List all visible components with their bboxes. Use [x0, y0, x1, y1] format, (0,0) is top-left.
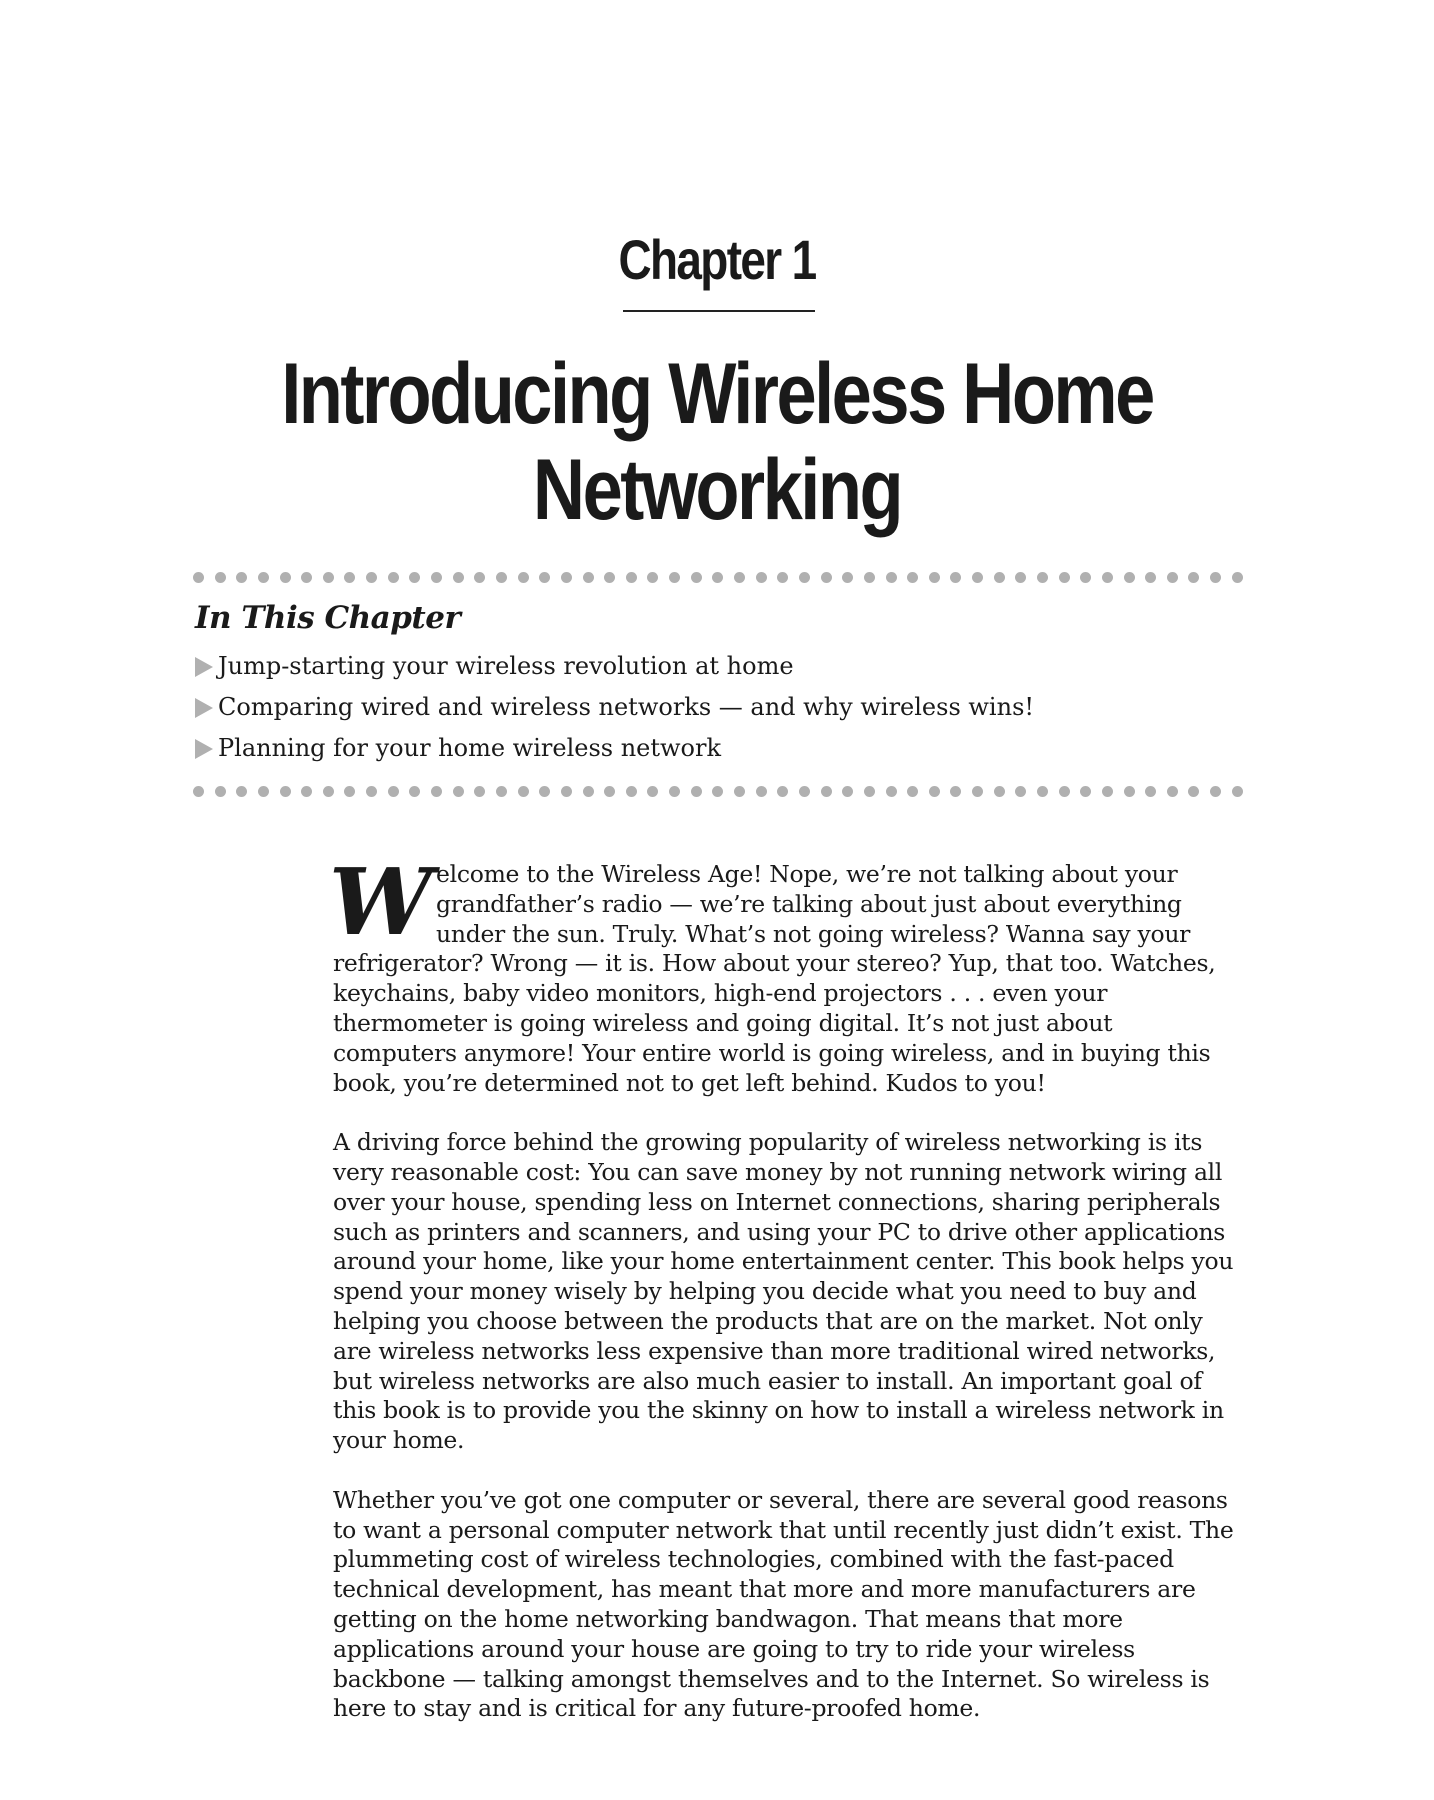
divider-dot	[1210, 572, 1221, 583]
list-item-text: Comparing wired and wireless networks — and why wireless wins!	[218, 692, 1035, 721]
divider-dot	[215, 786, 226, 797]
divider-dot	[907, 786, 918, 797]
divider-dot	[972, 572, 983, 583]
divider-dot	[1167, 786, 1178, 797]
in-this-chapter-list	[195, 645, 1034, 768]
paragraph-2: A driving force behind the growing popularity of wireless networking is its very reasonable cost: You can save money by not running network wiring all over your house, spending less on Internet connections, sharing peripherals such as printers and scanners, and using your PC to drive other applications around your home, like your home entertainment center. This book helps you spend your money wisely by helping you decide what you need to buy and helping you choose between the products that are on the market. Not only are wireless networks less expensive than more traditional wired networks, but wireless networks are also much easier to install. An important goal of this book is to provide you the skinny on how to install a wireless network in your home.	[333, 1128, 1234, 1455]
divider-dot	[604, 786, 615, 797]
divider-dot	[712, 786, 723, 797]
body-text	[329, 848, 1243, 1754]
divider-dot	[539, 786, 550, 797]
divider-dot	[258, 786, 269, 797]
divider-dot	[821, 786, 832, 797]
in-this-chapter-heading: In This Chapter	[195, 600, 461, 636]
divider-dot	[907, 572, 918, 583]
divider-dot	[1167, 572, 1178, 583]
divider-dot	[518, 786, 529, 797]
chapter-title-text: Introducing Wireless Home Networking	[281, 346, 1153, 538]
divider-dot	[409, 786, 420, 797]
divider-dot	[496, 572, 507, 583]
divider-dot	[799, 572, 810, 583]
divider-dot	[301, 572, 312, 583]
divider-dot	[1124, 572, 1135, 583]
divider-dot	[561, 572, 572, 583]
divider-dot	[691, 786, 702, 797]
list-item	[195, 686, 1034, 727]
divider-dot	[626, 572, 637, 583]
divider-dot	[496, 786, 507, 797]
divider-dot	[388, 786, 399, 797]
divider-dot	[215, 572, 226, 583]
divider-dot	[453, 572, 464, 583]
divider-dot	[1145, 786, 1156, 797]
divider-dot	[777, 786, 788, 797]
list-item	[195, 645, 1034, 686]
divider-dot	[886, 572, 897, 583]
divider-dot	[409, 572, 420, 583]
divider-dot	[193, 786, 204, 797]
divider-dot	[518, 572, 529, 583]
divider-dot	[842, 572, 853, 583]
divider-dot	[236, 786, 247, 797]
divider-dot	[950, 786, 961, 797]
chapter-label: Chapter 1	[618, 228, 816, 291]
divider-dot	[561, 786, 572, 797]
divider-dot	[864, 572, 875, 583]
divider-dot	[929, 786, 940, 797]
divider-dot	[1232, 572, 1243, 583]
divider-dot	[431, 572, 442, 583]
divider-dot	[886, 786, 897, 797]
divider-dot	[301, 786, 312, 797]
divider-dot	[647, 786, 658, 797]
divider-dot	[734, 786, 745, 797]
divider-dot	[669, 786, 680, 797]
divider-dot	[1145, 572, 1156, 583]
divider-dot	[1080, 572, 1091, 583]
triangle-bullet-icon	[195, 698, 213, 718]
divider-dot	[1059, 572, 1070, 583]
divider-dot	[1124, 786, 1135, 797]
divider-dot	[626, 786, 637, 797]
divider-dot	[1102, 572, 1113, 583]
divider-dot	[1080, 786, 1091, 797]
divider-dot	[799, 786, 810, 797]
divider-dot	[842, 786, 853, 797]
divider-dot	[453, 786, 464, 797]
divider-dot	[950, 572, 961, 583]
divider-dot	[583, 786, 594, 797]
divider-dot	[972, 786, 983, 797]
divider-dot	[583, 572, 594, 583]
paragraph-1	[329, 848, 1243, 1098]
divider-dot	[366, 786, 377, 797]
dotted-divider-bottom	[193, 785, 1243, 797]
divider-dot	[280, 572, 291, 583]
dotted-divider-top	[193, 571, 1243, 583]
divider-dot	[647, 572, 658, 583]
divider-dot	[1188, 786, 1199, 797]
paragraph-1-text: elcome to the Wireless Age! Nope, we’re not talking about your grandfather’s radio — we’re talking about just about everything under the sun. Truly. What’s not going wireless? Wanna say your refrigerator? Wrong — it is. How about your stereo? Yup, that too. Watches, keychains, baby video monitors, high-end projectors . . . even your thermometer is going wireless and going digital. It’s not just about computers anymore! Your entire world is going wireless, and in buying this book, you’re determined not to get left behind. Kudos to you!	[333, 860, 1216, 1097]
divider-dot	[669, 572, 680, 583]
drop-cap: W	[329, 848, 433, 956]
divider-dot	[604, 572, 615, 583]
divider-dot	[280, 786, 291, 797]
list-item-text: Planning for your home wireless network	[218, 733, 722, 762]
chapter-rule	[623, 310, 815, 312]
divider-dot	[1188, 572, 1199, 583]
divider-dot	[1059, 786, 1070, 797]
divider-dot	[431, 786, 442, 797]
divider-dot	[539, 572, 550, 583]
divider-dot	[388, 572, 399, 583]
divider-dot	[864, 786, 875, 797]
divider-dot	[344, 572, 355, 583]
divider-dot	[691, 572, 702, 583]
divider-dot	[756, 572, 767, 583]
divider-dot	[323, 786, 334, 797]
divider-dot	[474, 572, 485, 583]
chapter-title	[115, 346, 1320, 538]
divider-dot	[734, 572, 745, 583]
divider-dot	[1015, 572, 1026, 583]
divider-dot	[712, 572, 723, 583]
paragraph-3: Whether you’ve got one computer or several, there are several good reasons to want a personal computer network that until recently just didn’t exist. The plummeting cost of wireless technologies, combined with the fast-paced technical development, has meant that more and more manufacturers are getting on the home networking bandwagon. That means that more applications around your house are going to try to ride your wireless backbone — talking amongst themselves and to the Internet. So wireless is here to stay and is critical for any future-proofed home.	[333, 1485, 1234, 1723]
divider-dot	[1210, 786, 1221, 797]
divider-dot	[344, 786, 355, 797]
list-item	[195, 727, 1034, 768]
divider-dot	[236, 572, 247, 583]
divider-dot	[1037, 786, 1048, 797]
divider-dot	[366, 572, 377, 583]
divider-dot	[929, 572, 940, 583]
divider-dot	[994, 572, 1005, 583]
divider-dot	[323, 572, 334, 583]
divider-dot	[994, 786, 1005, 797]
divider-dot	[1037, 572, 1048, 583]
divider-dot	[756, 786, 767, 797]
divider-dot	[193, 572, 204, 583]
triangle-bullet-icon	[195, 657, 213, 677]
divider-dot	[474, 786, 485, 797]
divider-dot	[1102, 786, 1113, 797]
divider-dot	[1015, 786, 1026, 797]
divider-dot	[258, 572, 269, 583]
divider-dot	[777, 572, 788, 583]
triangle-bullet-icon	[195, 739, 213, 759]
divider-dot	[821, 572, 832, 583]
list-item-text: Jump-starting your wireless revolution at home	[218, 651, 794, 680]
divider-dot	[1232, 786, 1243, 797]
